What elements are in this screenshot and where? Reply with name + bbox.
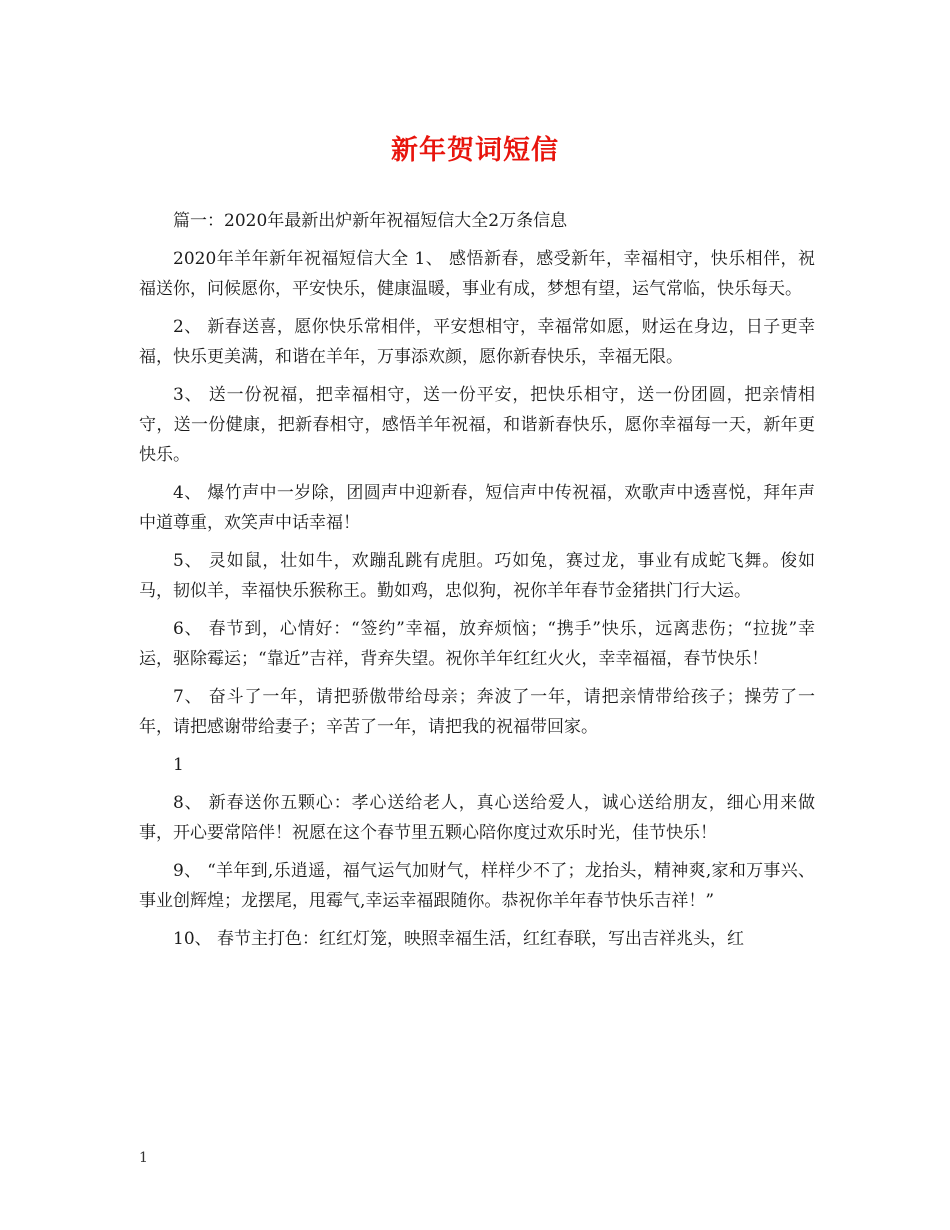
body-paragraph: 2020年羊年新年祝福短信大全 1、 感悟新春，感受新年，幸福相守，快乐相伴，祝福送你，问候愿你，平安快乐，健康温暖，事业有成，梦想有望，运气常临，快乐每天。 (139, 249, 815, 299)
body-paragraph: 3、 送一份祝福，把幸福相守，送一份平安，把快乐相守，送一份团圆，把亲情相守，送一份健康，把新春相守，感悟羊年祝福，和谐新春快乐，愿你幸福每一天，新年更快乐。 (139, 385, 815, 465)
body-paragraph: 6、 春节到，心情好：“签约”幸福，放弃烦恼；“携手”快乐，远离悲伤；“拉拢”幸运，驱除霉运；“靠近”吉祥，背弃失望。祝你羊年红红火火，幸幸福福，春节快乐！ (139, 619, 815, 669)
body-paragraph: 8、 新春送你五颗心：孝心送给老人，真心送给爱人，诚心送给朋友，细心用来做事，开心要常陪伴！祝愿在这个春节里五颗心陪你度过欢乐时光，佳节快乐！ (139, 793, 815, 843)
body-paragraph: 5、 灵如鼠，壮如牛，欢蹦乱跳有虎胆。巧如兔，赛过龙，事业有成蛇飞舞。俊如马，韧似羊，幸福快乐猴称王。勤如鸡，忠似狗，祝你羊年春节金猪拱门行大运。 (139, 551, 815, 601)
document-title: 新年贺词短信 (391, 135, 559, 166)
footer-page-number: 1 (139, 1150, 148, 1166)
document-body (139, 206, 815, 962)
body-paragraph: 4、 爆竹声中一岁除，团圆声中迎新春，短信声中传祝福，欢歌声中透喜悦，拜年声中道尊重，欢笑声中话幸福！ (139, 483, 815, 533)
body-paragraph: 2、 新春送喜，愿你快乐常相伴，平安想相守，幸福常如愿，财运在身边，日子更幸福，快乐更美满，和谐在羊年，万事添欢颜，愿你新春快乐，幸福无限。 (139, 317, 815, 367)
body-paragraph: 9、 “羊年到,乐逍遥，福气运气加财气，样样少不了；龙抬头，精神爽,家和万事兴、事业创辉煌；龙摆尾，甩霉气,幸运幸福跟随你。恭祝你羊年春节快乐吉祥！” (139, 861, 815, 911)
inline-page-marker: 1 (173, 755, 184, 775)
body-paragraph: 10、 春节主打色：红红灯笼，映照幸福生活，红红春联，写出吉祥兆头，红 (173, 929, 745, 949)
heading-paragraph: 篇一：2020年最新出炉新年祝福短信大全2万条信息 (173, 211, 568, 231)
body-paragraph: 7、 奋斗了一年，请把骄傲带给母亲；奔波了一年，请把亲情带给孩子；操劳了一年，请把感谢带给妻子；辛苦了一年，请把我的祝福带回家。 (139, 687, 815, 737)
